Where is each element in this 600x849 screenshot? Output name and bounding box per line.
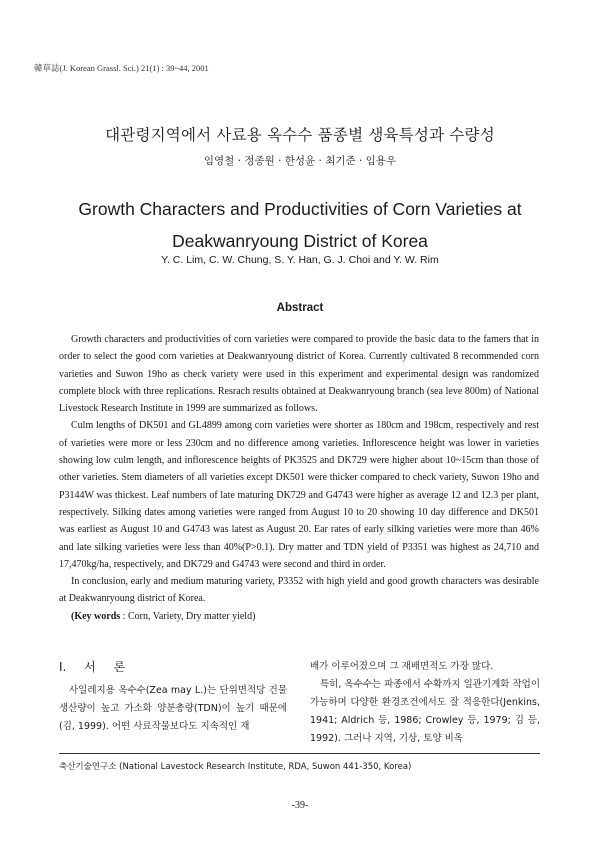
english-authors: Y. C. Lim, C. W. Chung, S. Y. Han, G. J. Choi and Y. W. Rim	[161, 254, 439, 266]
abstract-paragraph-3: In conclusion, early and medium maturing variety, P3352 with high yield and good growth characters was desirable at Deakwanryoung district of Korea.	[59, 576, 539, 605]
intro-right-paragraph-1: 배가 이루어졌으며 그 재배면적도 가장 많다.	[310, 661, 494, 672]
english-title-line-1: Growth Characters and Productivities of Corn Varieties at	[78, 199, 522, 219]
affiliation-footnote: 축산기술연구소 (National Lavestock Research Institute, RDA, Suwon 441-350, Korea)	[59, 762, 412, 772]
keywords-text: : Corn, Variety, Dry matter yield)	[120, 610, 256, 622]
intro-left-paragraph: 사일레지용 옥수수(Zea may L.)는 단위면적당 건물생산량이 높고 가소화 양분총량(TDN)이 높기 때문에(김, 1999). 어떤 사료작물보다도 지속적인 재	[59, 685, 287, 732]
intro-right-column	[310, 658, 540, 748]
abstract-body	[59, 331, 539, 625]
english-title	[0, 193, 600, 257]
keywords	[59, 608, 539, 625]
intro-right-paragraph-2: 특히, 옥수수는 파종에서 수확까지 일관기계화 작업이 가능하며 다양한 환경조건에서도 잘 적응한다(Jenkins, 1941; Aldrich 등, 1986; Crowley 등, 1979; 김 등, 1992). 그러나 지역, 기상, 토양 비옥	[310, 679, 541, 744]
footnote-divider	[59, 753, 540, 754]
abstract-paragraph-2: Culm lengths of DK501 and GL4899 among corn varieties were shorter as 180cm and 198cm, respectively and rest of varieties were more or less 230cm and no difference among varieties. Inflorescence height was lower in varieties showing low culm length, and inflorescence heights of PK3525 and DK729 were higher about 10~15cm than those of other varieties. Stem diameters of all varieties except DK501 were thicker compared to check variety, Suwon 19ho and P3144W was thickest. Leaf numbers of late maturing DK729 and G4743 were higher as average 12 and 12.3 per plant, respectively. Silking dates among varieties were ranged from August 10 to 20 showing 10 day difference and DK501 was earliest as August 10 and G4743 was latest as August 20. Ear rates of early silking varieties were more than 46% and late silking varieties were less than 40%(P>0.1). Dry matter and TDN yield of P3351 was highest as 24,710 and 17,470kg/ha, respectively, and DK729 and G4743 were second and third in order.	[59, 420, 539, 570]
journal-citation: 韓草誌(J. Korean Grassl. Sci.) 21(1) : 39~44, 2001	[34, 63, 209, 73]
korean-title: 대관령지역에서 사료용 옥수수 품종별 생육특성과 수량성	[105, 126, 495, 144]
abstract-paragraph-1: Growth characters and productivities of corn varieties were compared to provide the basic data to the famers that in order to select the good corn varieties at Deakwanryoung district of Korea. Currently cultivated 8 recommended corn varieties and Suwon 19ho as check variety were used in this experiment and experimental design was randomized complete block with three replications. Resrach results obtained at Deakwanryoung branch (sea leve 800m) of National Livestock Research Institute in 1999 are summarized as follows.	[59, 334, 539, 415]
abstract-heading: Abstract	[276, 302, 324, 314]
page-number: -39-	[291, 800, 309, 811]
english-title-line-2: Deakwanryoung District of Korea	[172, 231, 428, 251]
keywords-label: (Key words	[71, 610, 121, 622]
korean-authors: 임영철 · 정종원 · 한성윤 · 최기준 · 임용우	[203, 155, 397, 167]
intro-left-column	[59, 658, 287, 736]
intro-heading: I. 서 론	[59, 660, 126, 674]
